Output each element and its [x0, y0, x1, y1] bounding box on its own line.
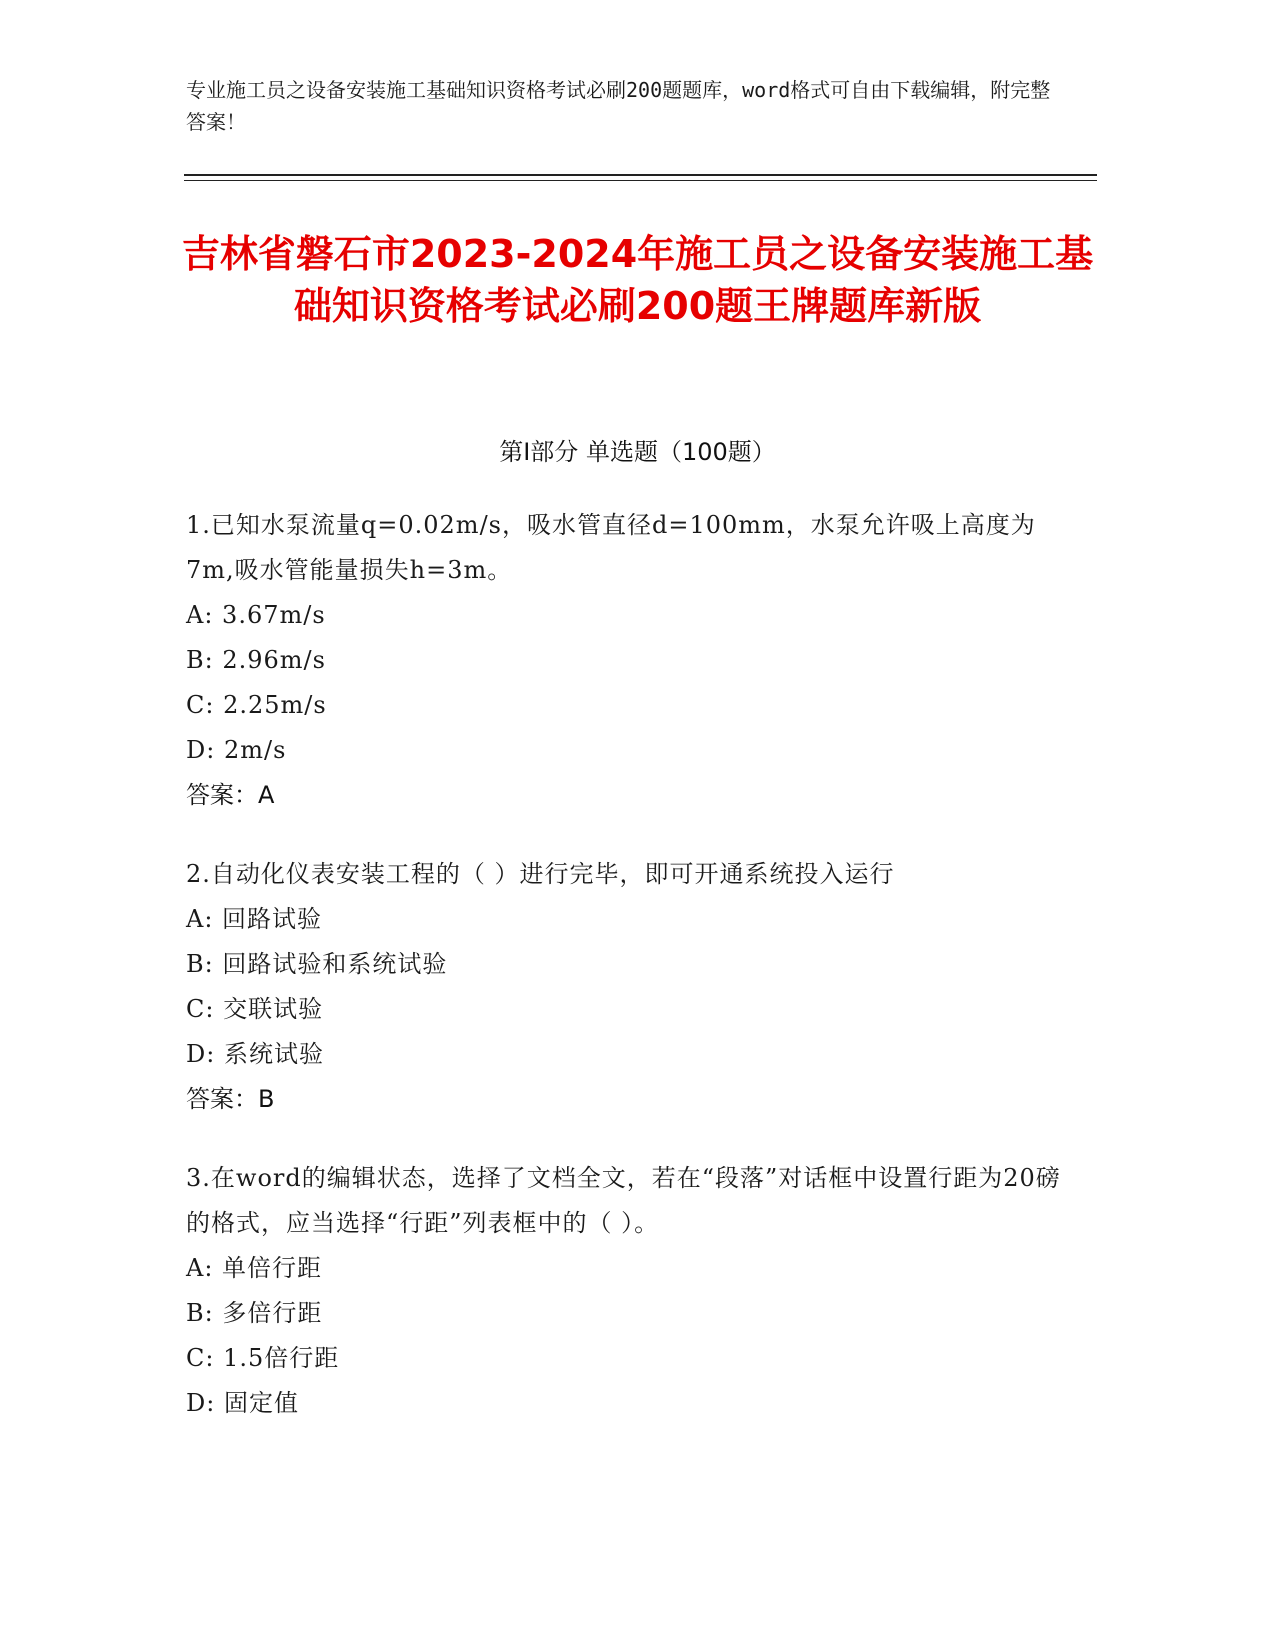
option-b: B: 回路试验和系统试验: [186, 950, 448, 978]
header-divider-thick: [184, 174, 1097, 176]
option-d: D: 固定值: [186, 1389, 299, 1417]
option-c: C: 交联试验: [186, 995, 324, 1023]
option-a: A: 3.67m/s: [186, 601, 326, 629]
option-b: B: 多倍行距: [186, 1299, 323, 1327]
answer: 答案：B: [186, 1085, 275, 1113]
question-stem: 2.自动化仪表安装工程的（ ）进行完毕，即可开通系统投入运行: [186, 860, 895, 888]
question-1: [186, 503, 1076, 818]
header-note: 专业施工员之设备安装施工基础知识资格考试必刷200题题库，word格式可自由下载编辑，附完整答案！: [186, 78, 1051, 134]
option-d: D: 2m/s: [186, 736, 287, 764]
question-3: [186, 1156, 1076, 1426]
answer: 答案：A: [186, 781, 275, 809]
option-a: A: 回路试验: [186, 905, 323, 933]
header-divider-thin: [184, 180, 1097, 181]
option-c: C: 1.5倍行距: [186, 1344, 340, 1372]
question-2: [186, 852, 1076, 1122]
question-stem: 3.在word的编辑状态，选择了文档全文，若在“段落”对话框中设置行距为20磅的格式，应当选择“行距”列表框中的（ ）。: [186, 1164, 1061, 1237]
section-heading: 第I部分 单选题（100题）: [499, 438, 776, 466]
option-a: A: 单倍行距: [186, 1254, 323, 1282]
option-d: D: 系统试验: [186, 1040, 324, 1068]
document-title: 吉林省磐石市2023-2024年施工员之设备安装施工基础知识资格考试必刷200题王牌题库新版: [181, 232, 1094, 328]
option-c: C: 2.25m/s: [186, 691, 327, 719]
question-stem: 1.已知水泵流量q=0.02m/s，吸水管直径d=100mm，水泵允许吸上高度为7m,吸水管能量损失h=3m。: [186, 511, 1036, 584]
option-b: B: 2.96m/s: [186, 646, 326, 674]
